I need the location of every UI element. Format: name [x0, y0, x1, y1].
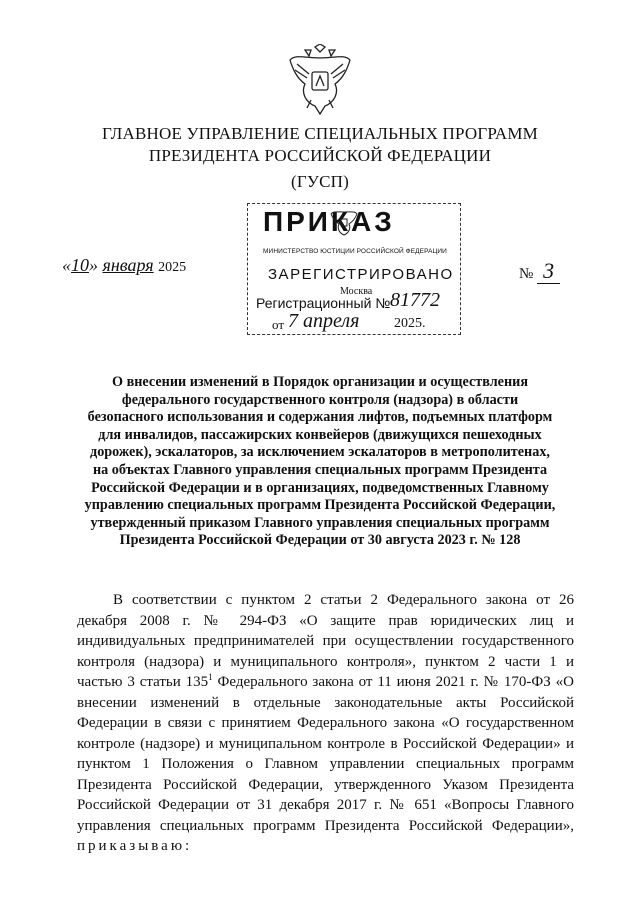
- organization-name-line-1: ГЛАВНОЕ УПРАВЛЕНИЕ СПЕЦИАЛЬНЫХ ПРОГРАММ: [102, 124, 538, 143]
- order-number-value: 3: [537, 258, 560, 284]
- date-month: января: [102, 255, 154, 275]
- date-year: 2025: [158, 260, 187, 275]
- resolve-word: приказываю:: [77, 838, 193, 854]
- registration-year: 2025.: [394, 316, 426, 331]
- date-quote-open: «: [62, 255, 71, 275]
- registration-date-prefix: от: [272, 317, 285, 332]
- body-text-part-2: Федерального закона от 11 июня 2021 г. № 170-ФЗ «О внесении изменений в отдельные законодательные акты Российской Федерации в связи с принятием Федерального закона «О государственном контроле (надзоре) и муниципальном контроле в Российской Федерации» и пунктом 1 Положения о Главном управлении специальных программ Президента Российской Федерации, утвержденного Указом Президента Российской Федерации от 31 декабря 2017 г. № 651 «Вопросы Главного управления специальных программ Президента Российской Федерации»,: [77, 674, 574, 834]
- organization-name-line-2: ПРЕЗИДЕНТА РОССИЙСКОЙ ФЕДЕРАЦИИ: [148, 146, 492, 165]
- registration-number-label: Регистрационный №: [256, 295, 391, 311]
- organization-abbreviation: (ГУСП): [290, 172, 349, 191]
- registration-date: 7 апреля: [288, 310, 360, 332]
- ministry-of-justice-label: МИНИСТЕРСТВО ЮСТИЦИИ РОССИЙСКОЙ ФЕДЕРАЦИИ: [263, 248, 447, 255]
- order-date: [62, 255, 186, 276]
- seal-eagle-icon: [330, 208, 358, 238]
- order-title: О внесении изменений в Порядок организации и осуществления федерального государственного контроля (надзора) в области безопасного использования и содержания лифтов, подъемных платформ для инвалидов, пассажирских конвейеров (движущихся пешеходных дорожек), эскалаторов, за исключением эскалаторов в метрополитенах, на объектах Главного управления специальных программ Президента Российской Федерации и в организациях, подведомственных Главному управлению специальных программ Президента Российской Федерации, утвержденный приказом Главного управления специальных программ Президента Российской Федерации от 30 августа 2023 г. № 128: [84, 374, 556, 549]
- order-number-label: №: [519, 266, 534, 282]
- order-word: ПРИКАЗ: [263, 206, 395, 237]
- body-text-part-1: В соответствии с пунктом 2 статьи 2 Федерального закона от 26 декабря 2008 г. № 294-ФЗ «О защите прав юридических лиц и индивидуальных предпринимателей при осуществлении государственного контроля (надзора) и муниципального контроля», пунктом 2 части 1 и частью 3 статьи 135: [77, 592, 574, 690]
- date-day: 10: [71, 255, 89, 275]
- article-superscript: 1: [208, 672, 213, 682]
- registration-number: 81772: [390, 289, 440, 311]
- registered-label: ЗАРЕГИСТРИРОВАНО: [268, 266, 454, 283]
- order-number: [519, 258, 560, 284]
- date-quote-close: »: [89, 255, 98, 275]
- order-body: [77, 590, 574, 857]
- registration-stamp: [247, 203, 461, 335]
- registration-city: Москва: [340, 286, 373, 297]
- coat-of-arms-emblem: [287, 44, 353, 116]
